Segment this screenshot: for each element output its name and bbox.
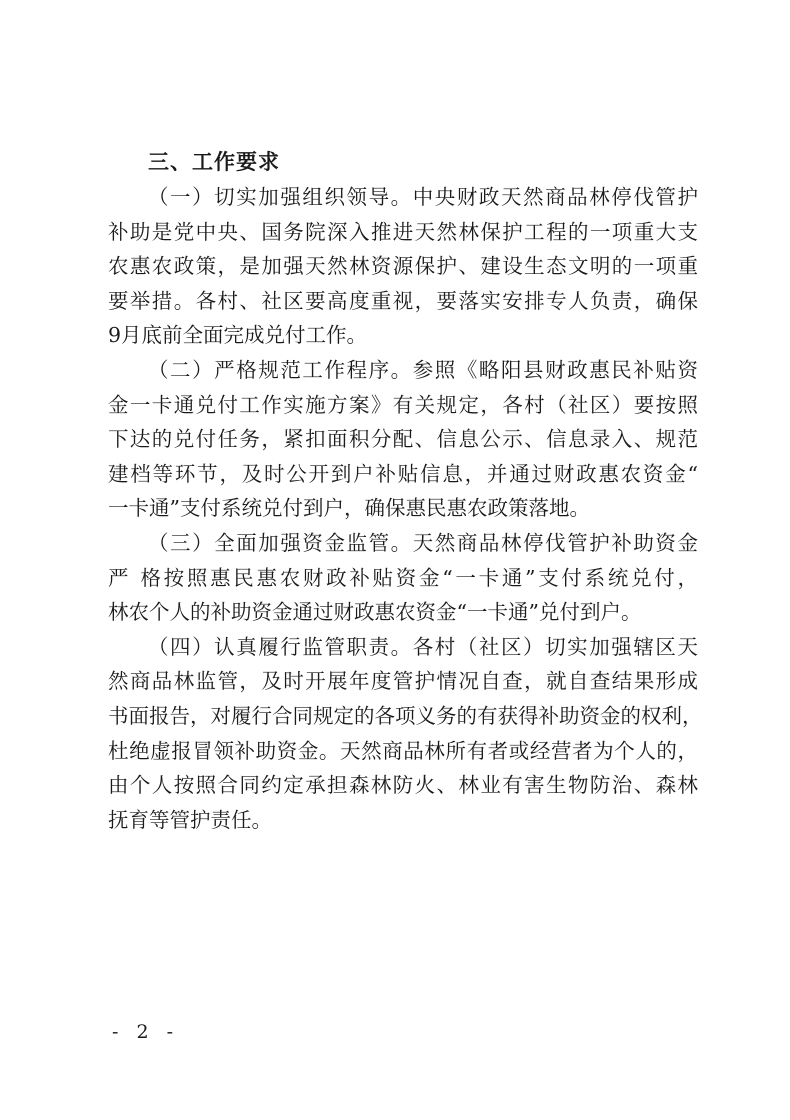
paragraph-4-line-2: 然商品林监管，及时开展年度管护情况自查，就自查结果形成 [108, 669, 698, 694]
paragraph-1-line-5: 9月底前全面完成兑付工作。 [108, 323, 368, 348]
paragraph-4-line-4: 杜绝虚报冒领补助资金。天然商品林所有者或经营者为个人的， [108, 738, 698, 763]
paragraph-3-line-3: 林农个人的补助资金通过财政惠农资金“一卡通”兑付到户。 [108, 600, 642, 625]
page-number: - 2 - [112, 1021, 180, 1043]
paragraph-1-line-2: 补助是党中央、国务院深入推进天然林保护工程的一项重大支 [108, 219, 698, 244]
paragraph-2-line-3: 下达的兑付任务，紧扣面积分配、信息公示、信息录入、规范 [108, 427, 698, 452]
paragraph-2-line-4: 建档等环节，及时公开到户补贴信息，并通过财政惠农资金“ [108, 461, 698, 486]
paragraph-2-line-5: 一卡通”支付系统兑付到户，确保惠民惠农政策落地。 [108, 496, 590, 521]
paragraph-4-line-3: 书面报告，对履行合同规定的各项义务的有获得补助资金的权利， [108, 703, 703, 728]
paragraph-1-line-4: 要举措。各村、社区要高度重视，要落实安排专人负责，确保 [108, 288, 698, 313]
paragraph-3-line-1: （三）全面加强资金监管。天然商品林停伐管护补助资金 [148, 530, 698, 555]
paragraph-1-line-1: （一）切实加强组织领导。中央财政天然商品林停伐管护 [148, 185, 698, 209]
paragraph-2-line-2: 金一卡通兑付工作实施方案》有关规定，各村（社区）要按照 [108, 392, 698, 417]
paragraph-4-line-1: （四）认真履行监管职责。各村（社区）切实加强辖区天 [148, 634, 698, 659]
paragraph-4-line-6: 抚育等管护责任。 [108, 807, 272, 832]
paragraph-3-line-2: 严 格按照惠民惠农财政补贴资金“一卡通”支付系统兑付， [108, 565, 698, 590]
body-text [108, 180, 703, 837]
paragraph-1-line-3: 农惠农政策，是加强天然林资源保护、建设生态文明的一项重 [108, 254, 698, 279]
section-heading: 三、工作要求 [148, 150, 280, 174]
paragraph-4-line-5: 由个人按照合同约定承担森林防火、林业有害生物防治、森林 [108, 773, 698, 798]
paragraph-2-line-1: （二）严格规范工作程序。参照《略阳县财政惠民补贴资 [148, 357, 698, 382]
